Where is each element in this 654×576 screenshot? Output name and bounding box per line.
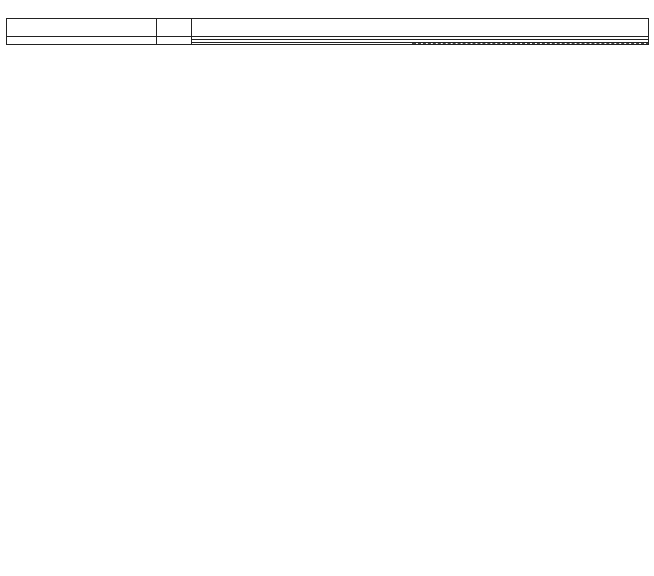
fuyo-detail — [192, 37, 649, 45]
header-amount — [192, 19, 649, 37]
deduction-table — [6, 18, 649, 45]
header-item — [7, 19, 157, 37]
row-ok-mark — [157, 37, 192, 45]
fuyo-b3-amount2 — [412, 44, 649, 45]
fuyo-b3-note — [192, 44, 412, 45]
header-ok — [157, 19, 192, 37]
row-item — [7, 37, 157, 45]
table-row — [7, 37, 649, 45]
